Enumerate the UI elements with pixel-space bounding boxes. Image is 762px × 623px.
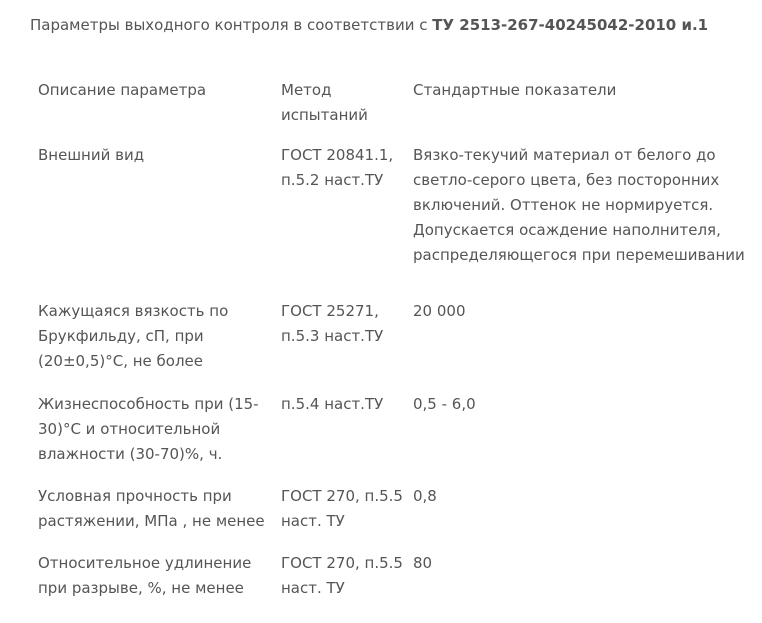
header-parameter: Описание параметра [38, 81, 207, 99]
value-cell: 80 [413, 554, 433, 572]
page-heading [30, 14, 708, 36]
parameter-cell: Внешний вид [38, 146, 145, 164]
table-row [38, 392, 758, 484]
table-row [38, 143, 758, 299]
value-cell: Вязко-текучий материал от белого до светло-серого цвета, без посторонних включений. Оттенок не нормируется. Допускается осаждение наполнителя, распределяющегося при перемешивании [413, 146, 745, 264]
value-cell: 0,5 - 6,0 [413, 395, 476, 413]
header-value: Стандартные показатели [413, 81, 617, 99]
method-cell: ГОСТ 25271, п.5.3 наст.ТУ [281, 302, 384, 345]
parameter-cell: Условная прочность при растяжении, МПа , не менее [38, 487, 265, 530]
parameter-cell: Кажущаяся вязкость по Брукфильду, сП, при (20±0,5)°С, не более [38, 302, 229, 370]
method-cell: ГОСТ 20841.1, п.5.2 наст.ТУ [281, 146, 394, 189]
parameters-table [38, 78, 758, 611]
header-method: Метод испытаний [281, 81, 368, 124]
heading-text: Параметры выходного контроля в соответствии с [30, 16, 433, 34]
method-cell: ГОСТ 270, п.5.5 наст. ТУ [281, 487, 403, 530]
standard-code: ТУ 2513-267-40245042-2010 и.1 [432, 16, 709, 34]
parameter-cell: Жизнеспособность при (15-30)°С и относительной влажности (30-70)%, ч. [38, 395, 259, 463]
value-cell: 0,8 [413, 487, 437, 505]
table-row [38, 299, 758, 392]
value-cell: 20 000 [413, 302, 466, 320]
table-header-row [38, 78, 758, 143]
table-row [38, 551, 758, 611]
table-row [38, 484, 758, 551]
parameter-cell: Относительное удлинение при разрыве, %, не менее [38, 554, 252, 597]
method-cell: ГОСТ 270, п.5.5 наст. ТУ [281, 554, 403, 597]
method-cell: п.5.4 наст.ТУ [281, 395, 384, 413]
